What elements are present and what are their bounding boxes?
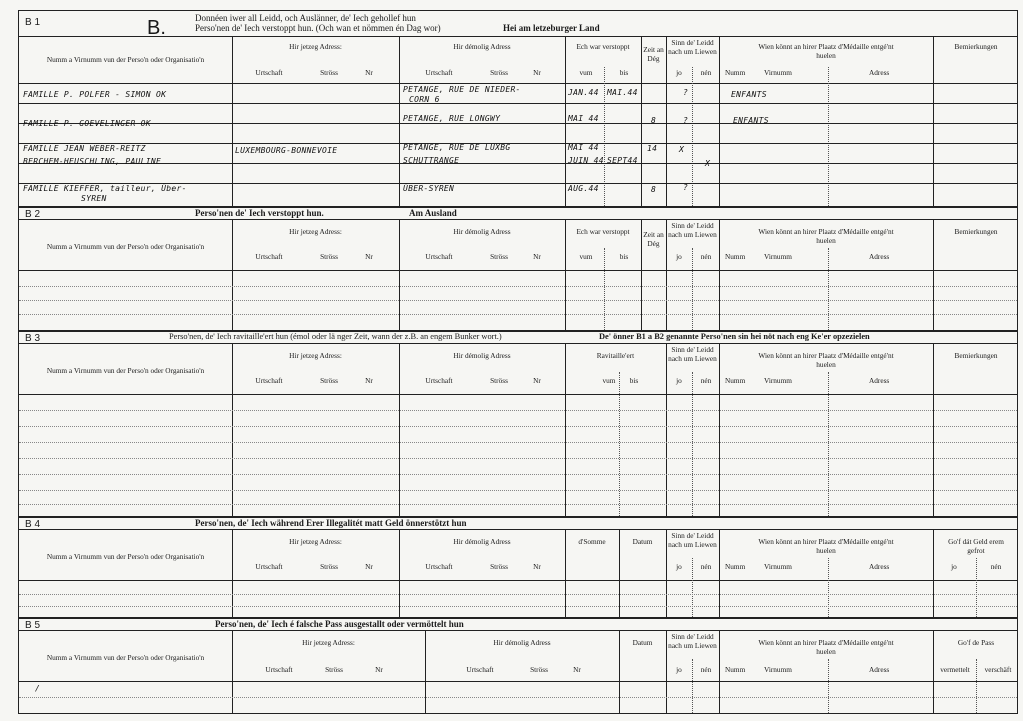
sub-nen: nén (700, 562, 712, 571)
row4-not-alive[interactable]: X (705, 159, 711, 168)
sub-adress: Adress (869, 252, 890, 261)
section-code: B 3 (25, 333, 41, 344)
sub-stross: Ströss (490, 562, 508, 571)
sub-urtschaft: Urtschaft (425, 376, 453, 385)
row3-name[interactable]: FAMILLE JEAN WEBER-REITZ (23, 144, 146, 153)
col-medal: Wien könnt an hirer Plaatz d'Médaille entgé'nt huelen (758, 638, 894, 656)
row5-time[interactable]: 8 (651, 185, 657, 194)
sub-stross: Ströss (490, 68, 508, 77)
row5-then[interactable]: ÜBER-SYREN (403, 184, 455, 193)
section-title: Perso'nen de' Iech verstoppt hun. (195, 208, 324, 218)
sub-stross: Ströss (320, 252, 338, 261)
sub-jo: jo (676, 665, 682, 674)
col-alive: Sinn de' Leidd nach um Liewen (668, 38, 717, 56)
sub-vum: vum (602, 376, 616, 385)
row3-alive[interactable]: X (679, 145, 685, 154)
section-letter: B. (147, 17, 166, 39)
row4-vum[interactable]: JUIN 44 (568, 156, 604, 165)
sub-urtschaft: Urtschaft (466, 665, 494, 674)
row1-name[interactable]: FAMILLE P. POLFER - SIMON OK (23, 90, 167, 99)
col-hidden: Ech war verstoppt (576, 42, 630, 51)
col-date: Datum (632, 638, 653, 647)
section-title: Donnéen iwer all Leidd, och Auslänner, de' Iech gehollef hun (195, 13, 416, 23)
sub-vum: vum (579, 68, 593, 77)
sub-urtschaft: Urtschaft (255, 562, 283, 571)
section-b5 (18, 618, 1018, 714)
col-name: Numm a Virnumm vun der Perso'n oder Organisatio'n (46, 653, 205, 662)
sub-stross: Ströss (490, 376, 508, 385)
row2-time[interactable]: 8 (651, 116, 657, 125)
col-name: Numm a Virnumm vun der Perso'n oder Organisatio'n (46, 552, 205, 561)
row-mark[interactable]: / (35, 684, 41, 693)
row1-then2[interactable]: CORN 6 (409, 95, 440, 104)
sub-nen: nén (700, 252, 712, 261)
row3-then[interactable]: PETANGE, RUE DE LUXBG (403, 143, 511, 152)
col-now-address: Hir jetzeg Adress: (302, 638, 355, 647)
col-name: Numm a Virnumm vun der Perso'n oder Organisatio'n (46, 55, 205, 64)
sub-nen: nén (700, 68, 712, 77)
sub-nr: Nr (375, 665, 383, 674)
row4-then[interactable]: SCHUTTRANGE (403, 156, 460, 165)
section-title: Perso'nen, de' Iech während Erer Illegalitét matt Geld önnerstötzt hun (195, 518, 467, 528)
row3-now[interactable]: LUXEMBOURG-BONNEVOIE (235, 146, 338, 155)
col-money-returned: Go'f dát Geld erem gefrot (948, 537, 1004, 555)
sub-stross: Ströss (490, 252, 508, 261)
col-then-address: Hir démolig Adress (453, 227, 511, 236)
col-time: Zeit an Dég (643, 230, 664, 248)
col-date: Datum (632, 537, 653, 546)
row2-alive[interactable]: ? (683, 116, 689, 125)
row2-name[interactable]: FAMILLE P. GOEVELINGER OK (23, 119, 151, 128)
sub-nr: Nr (533, 562, 541, 571)
section-title: Perso'nen, de' Iech ravitaille'ert hun (émol oder lä nger Zeit, wann der z.B. an engem Bunker wort.) (169, 332, 502, 341)
sub-procured: verschäft (984, 665, 1012, 674)
sub-jo: jo (951, 562, 957, 571)
sub-stross: Ströss (325, 665, 343, 674)
row5-name-cont[interactable]: SYREN (81, 194, 107, 203)
row5-alive[interactable]: ? (683, 183, 689, 192)
sub-nr: Nr (365, 562, 373, 571)
sub-urtschaft: Urtschaft (265, 665, 293, 674)
col-medal: Wien könnt an hirer Plaatz d'Médaille entgé'nt huelen (758, 537, 894, 555)
col-remarks: Bemierkungen (954, 351, 998, 360)
col-alive: Sinn de' Leidd nach um Liewen (668, 345, 717, 363)
sub-numm: Numm (725, 665, 746, 674)
col-ravitaillert: Ravitaille'ert (596, 351, 635, 360)
row3-time[interactable]: 14 (647, 144, 658, 153)
col-then-address: Hir démolig Adress (453, 351, 511, 360)
sub-nr: Nr (533, 252, 541, 261)
row2-then[interactable]: PETANGE, RUE LONGWY (403, 114, 501, 123)
section-note: De' önner B1 a B2 genannte Perso'nen sin hei nöt nach eng Ke'er opzezielen (599, 332, 870, 341)
sub-jo: jo (676, 68, 682, 77)
sub-urtschaft: Urtschaft (255, 68, 283, 77)
sub-bis: bis (619, 252, 629, 261)
sub-adress: Adress (869, 562, 890, 571)
section-code: B 5 (25, 620, 41, 631)
sub-stross: Ströss (530, 665, 548, 674)
sub-urtschaft: Urtschaft (255, 376, 283, 385)
sub-jo: jo (676, 376, 682, 385)
section-code: B 1 (25, 17, 41, 28)
row1-medal[interactable]: ENFANTS (731, 90, 767, 99)
sub-virnumm: Virnumm (764, 252, 792, 261)
sub-virnumm: Virnumm (764, 376, 792, 385)
sub-urtschaft: Urtschaft (255, 252, 283, 261)
col-then-address: Hir démolig Adress (453, 42, 511, 51)
sub-numm: Numm (725, 562, 746, 571)
row1-vum[interactable]: JAN.44 (568, 88, 599, 97)
sub-nr: Nr (573, 665, 581, 674)
sub-nr: Nr (533, 68, 541, 77)
col-alive: Sinn de' Leidd nach um Liewen (668, 531, 717, 549)
section-b1 (18, 10, 1018, 207)
section-subtitle: Perso'nen de' Iech verstoppt hun. (Och wan et nömmen én Dag wor) (195, 23, 441, 33)
section-code: B 4 (25, 519, 41, 530)
sub-numm: Numm (725, 376, 746, 385)
sub-virnumm: Virnumm (764, 562, 792, 571)
sub-jo: jo (676, 252, 682, 261)
section-b4 (18, 517, 1018, 618)
col-medal: Wien könnt an hirer Plaatz d'Médaille entgé'nt huelen (758, 42, 894, 60)
col-now-address: Hir jetzeg Adress: (289, 351, 342, 360)
sub-numm: Numm (725, 252, 746, 261)
col-then-address: Hir démolig Adress (493, 638, 551, 647)
sub-urtschaft: Urtschaft (425, 68, 453, 77)
sub-nen: nén (990, 562, 1002, 571)
sub-urtschaft: Urtschaft (425, 252, 453, 261)
sub-nr: Nr (365, 252, 373, 261)
sub-stross: Ströss (320, 68, 338, 77)
row5-name[interactable]: FAMILLE KIEFFER, tailleur, Über- (23, 184, 187, 193)
row1-bis[interactable]: MAI.44 (607, 88, 638, 97)
sub-bis: bis (629, 376, 639, 385)
section-region: Am Ausland (409, 208, 457, 218)
sub-adress: Adress (869, 376, 890, 385)
section-b2 (18, 207, 1018, 331)
sub-urtschaft: Urtschaft (425, 562, 453, 571)
col-remarks: Bemierkungen (954, 42, 998, 51)
sub-virnumm: Virnumm (764, 68, 792, 77)
col-now-address: Hir jetzeg Adress: (289, 227, 342, 236)
col-alive: Sinn de' Leidd nach um Liewen (668, 221, 717, 239)
sub-issued: vermettelt (940, 665, 970, 674)
row4-name[interactable]: BERCHEM-HEUSCHLING, PAULINE (23, 157, 162, 166)
col-name: Numm a Virnumm vun der Perso'n oder Organisatio'n (46, 242, 205, 251)
row4-bis[interactable]: SEPT44 (607, 156, 638, 165)
sub-adress: Adress (869, 68, 890, 77)
col-time: Zeit an Dég (643, 45, 664, 63)
sub-adress: Adress (869, 665, 890, 674)
section-b3 (18, 331, 1018, 517)
sub-vum: vum (579, 252, 593, 261)
section-code: B 2 (25, 209, 41, 220)
section-title: Perso'nen, de' Iech é falsche Pass ausgestallt oder vermöttelt hun (215, 619, 464, 629)
col-name: Numm a Virnumm vun der Perso'n oder Organisatio'n (46, 366, 205, 375)
section-region: Hei am letzeburger Land (503, 23, 600, 33)
col-medal: Wien könnt an hirer Plaatz d'Médaille entgé'nt huelen (758, 227, 894, 245)
sub-virnumm: Virnumm (764, 665, 792, 674)
sub-nr: Nr (365, 68, 373, 77)
sub-nr: Nr (365, 376, 373, 385)
row5-vum[interactable]: AUG.44 (568, 184, 599, 193)
sub-nen: nén (700, 376, 712, 385)
row3-vum[interactable]: MAI 44 (568, 143, 599, 152)
col-medal: Wien könnt an hirer Plaatz d'Médaille entgé'nt huelen (758, 351, 894, 369)
col-alive: Sinn de' Leidd nach um Liewen (668, 632, 717, 650)
sub-jo: jo (676, 562, 682, 571)
row1-alive[interactable]: ? (683, 88, 689, 97)
row2-vum[interactable]: MAI 44 (568, 114, 599, 123)
row1-then[interactable]: PETANGE, RUE DE NIEDER- (403, 85, 521, 94)
sub-numm: Numm (725, 68, 746, 77)
sub-stross: Ströss (320, 562, 338, 571)
col-hidden: Ech war verstoppt (576, 227, 630, 236)
col-remarks: Bemierkungen (954, 227, 998, 236)
col-now-address: Hir jetzeg Adress: (289, 537, 342, 546)
col-passport: Go'f de Pass (957, 638, 995, 647)
row2-medal[interactable]: ENFANTS (733, 116, 769, 125)
sub-nen: nén (700, 665, 712, 674)
col-then-address: Hir démolig Adress (453, 537, 511, 546)
sub-bis: bis (619, 68, 629, 77)
sub-nr: Nr (533, 376, 541, 385)
sub-stross: Ströss (320, 376, 338, 385)
col-sum: d'Somme (578, 537, 606, 546)
col-now-address: Hir jetzeg Adress: (289, 42, 342, 51)
